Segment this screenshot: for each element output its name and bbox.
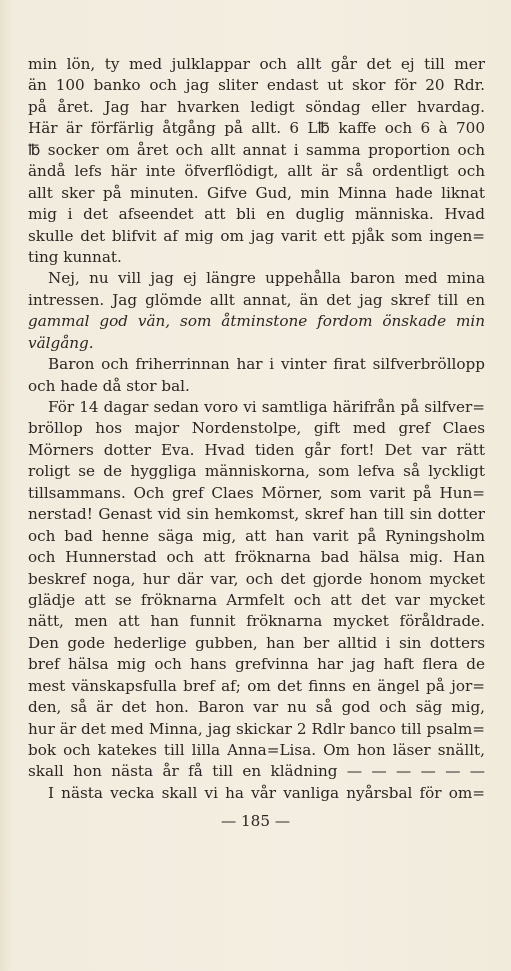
text-line: än 100 banko och jag sliter endast ut skor för 20 Rdr.	[28, 76, 485, 95]
text-line: den, så är det hon. Baron var nu så god och säg mig,	[28, 698, 485, 717]
text-line: min lön, ty med julklappar och allt går det ej till mer	[28, 55, 485, 73]
text-line: Den gode hederlige gubben, han ber alltid i sin dotters	[28, 633, 485, 652]
text-line: och bad henne säga mig, att han varit på Ryningsholm	[28, 526, 485, 545]
text-line: gammal god vän, som åtminstone fordom önskade min	[28, 312, 485, 331]
text-line: glädje att se fröknarna Armfelt och att det var mycket	[28, 590, 485, 609]
text-line: intressen. Jag glömde allt annat, än det jag skref till en	[28, 290, 485, 309]
text-line: och hade då stor bal.	[28, 376, 190, 395]
text-line: ting kunnat.	[28, 247, 122, 266]
text-line: mest vänskapsfulla bref af; om det finns en ängel på jor=	[28, 676, 485, 695]
text-line: ändå lefs här inte öfverflödigt, allt är så ordentligt och	[28, 162, 485, 181]
text-line: I nästa vecka skall vi ha vår vanliga nyårsbal för om=	[48, 783, 485, 802]
text-line: ℔ socker om året och allt annat i samma proportion och	[28, 140, 485, 159]
text-line: hur är det med Minna, jag skickar 2 Rdlr banco till psalm=	[28, 719, 485, 738]
text-line: roligt se de hyggliga människorna, som lefva så lyckligt	[28, 462, 485, 481]
text-line: nerstad! Genast vid sin hemkomst, skref han till sin dotter	[28, 505, 485, 524]
text-line: För 14 dagar sedan voro vi samtliga härifrån på silfver=	[48, 398, 485, 416]
text-line: beskref noga, hur där var, och det gjorde honom mycket	[28, 569, 485, 588]
text-line: skall hon nästa år få till en klädning — — — — — —	[28, 762, 485, 781]
text-line: Här är förfärlig åtgång på allt. 6 L℔ kaffe och 6 à 700	[28, 119, 485, 138]
text-line: Mörners dotter Eva. Hvad tiden går fort! Det var rätt	[28, 440, 485, 459]
text-line: och Hunnerstad och att fröknarna bad hälsa mig. Han	[28, 548, 485, 567]
text-line: välgång.	[28, 333, 94, 352]
text-line: bröllop hos major Nordenstolpe, gift med gref Claes	[28, 419, 485, 438]
text-line: Nej, nu vill jag ej längre uppehålla baron med mina	[48, 269, 485, 288]
text-line: allt sker på minuten. Gifve Gud, min Minna hade liknat	[28, 183, 485, 202]
text-line: bok och katekes till lilla Anna=Lisa. Om hon läser snällt,	[28, 741, 485, 759]
text-line: på året. Jag har hvarken ledigt söndag eller hvardag.	[28, 97, 485, 116]
page-number: — 185 —	[220, 812, 291, 830]
text-line: bref hälsa mig och hans grefvinna har jag haft flera de	[28, 655, 485, 674]
text-line: mig i det afseendet att bli en duglig människa. Hvad	[28, 205, 485, 224]
text-line: Baron och friherrinnan har i vinter firat silfverbröllopp	[48, 355, 485, 374]
body-text	[28, 54, 485, 804]
text-line: tillsammans. Och gref Claes Mörner, som varit på Hun=	[28, 483, 485, 502]
text-line: nätt, men att han funnit fröknarna mycket föråldrade.	[28, 612, 485, 631]
text-line: skulle det blifvit af mig om jag varit ett pjåk som ingen=	[28, 226, 485, 245]
